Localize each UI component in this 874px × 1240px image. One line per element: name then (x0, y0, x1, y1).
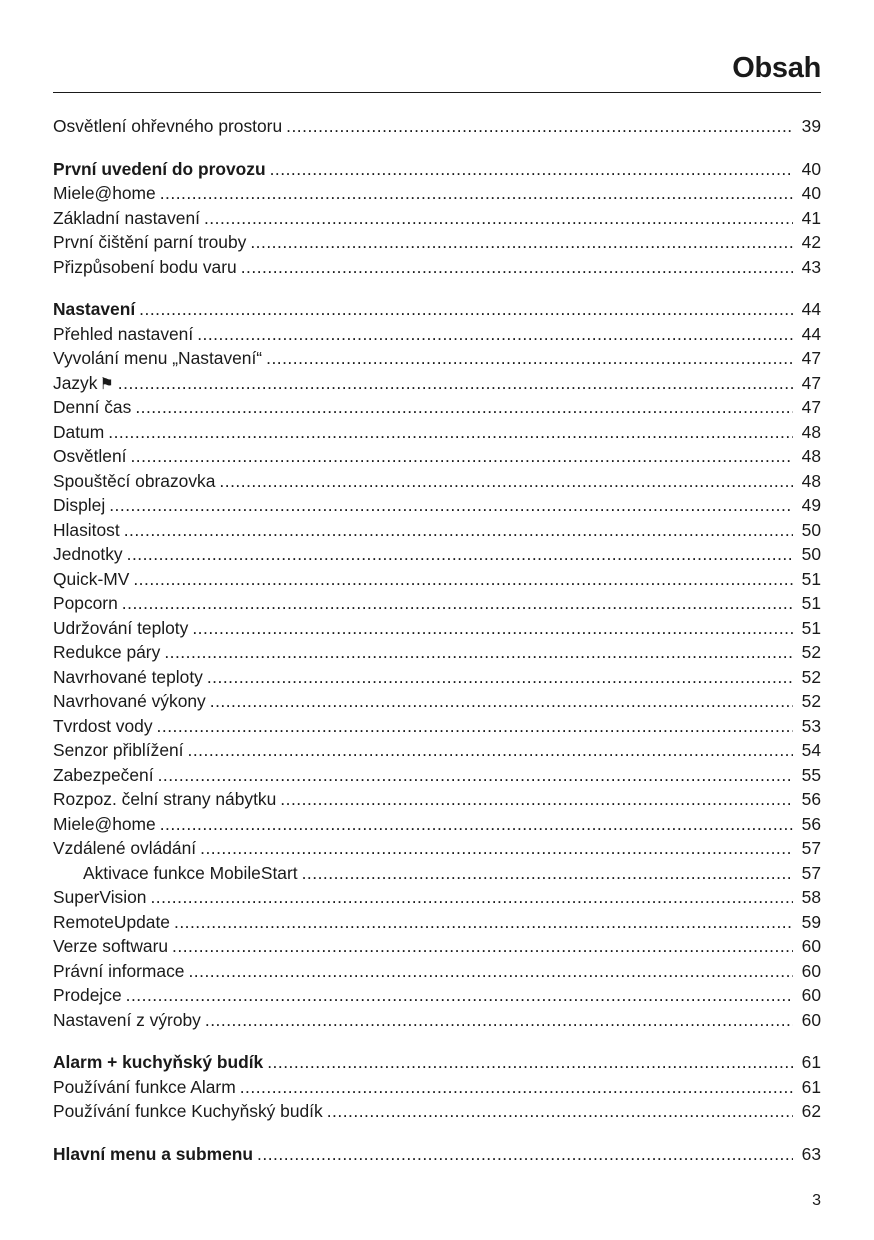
toc-page-number: 48 (801, 446, 821, 466)
toc-entry-text: SuperVision (53, 887, 147, 907)
toc-page-number: 44 (801, 299, 821, 319)
toc-page-number: 47 (801, 397, 821, 417)
toc-entry[interactable] (53, 114, 821, 139)
toc-entry[interactable] (53, 444, 821, 469)
toc-entry-text: Jazyk (53, 372, 98, 393)
toc-entry[interactable] (53, 959, 821, 984)
toc-page-number: 56 (801, 789, 821, 809)
toc-entry-text: Přizpůsobení bodu varu (53, 256, 237, 277)
toc-entry[interactable] (53, 934, 821, 959)
toc-page-number: 52 (801, 666, 821, 687)
toc-page-number: 51 (801, 617, 821, 638)
toc-entry-text: Osvětlení (53, 446, 127, 466)
toc-entry-label (53, 114, 282, 139)
toc-entry[interactable] (53, 812, 821, 837)
toc-entry-label (53, 395, 131, 420)
toc-entry-text: Používání funkce Alarm (53, 1076, 236, 1097)
toc-entry-label (53, 910, 170, 935)
dot-leader (207, 665, 793, 690)
toc-page-number: 55 (801, 764, 821, 785)
toc-entry[interactable] (53, 910, 821, 935)
toc-entry-text: Základní nastavení (53, 207, 200, 228)
toc-entry-text: Nastavení z výroby (53, 1009, 201, 1030)
toc-page-number: 63 (801, 1143, 821, 1164)
toc-entry-label (53, 206, 200, 231)
toc-page-number: 50 (801, 544, 821, 564)
toc-entry-label (53, 934, 168, 959)
dot-leader (135, 395, 793, 420)
toc-entry-text: Právní informace (53, 960, 185, 981)
toc-page-number: 56 (801, 813, 821, 834)
toc-entry-label (53, 885, 146, 910)
dot-leader (160, 812, 793, 837)
toc-entry[interactable] (53, 738, 821, 763)
toc-page-number: 40 (801, 183, 821, 203)
dot-leader (302, 861, 793, 886)
dot-leader (158, 763, 793, 788)
toc-page-number: 47 (801, 372, 821, 393)
toc-page-number: 47 (801, 348, 821, 368)
toc-entry-text: Miele@home (53, 813, 156, 834)
toc-entry[interactable] (53, 469, 821, 494)
toc-page-number: 60 (801, 936, 821, 956)
toc-entry-text: Zabezpečení (53, 764, 154, 785)
toc-entry-text: Jednotky (53, 544, 123, 564)
header-divider (53, 92, 821, 93)
toc-entry-text: Udržování teploty (53, 617, 189, 638)
toc-entry[interactable] (53, 665, 821, 690)
toc-entry-label (53, 346, 262, 371)
toc-entry-text: Používání funkce Kuchyňský budík (53, 1101, 323, 1121)
toc-entry-text: Popcorn (53, 593, 118, 613)
toc-entry-label (53, 1099, 323, 1124)
toc-entry-label (53, 297, 135, 322)
toc-entry-label (53, 591, 118, 616)
toc-page-number: 53 (801, 715, 821, 736)
toc-entry-label (53, 230, 246, 255)
dot-leader (257, 1142, 793, 1167)
toc-entry-text: Osvětlení ohřevného prostoru (53, 116, 283, 136)
toc-page-number: 42 (801, 232, 821, 252)
toc-entry[interactable] (53, 714, 821, 739)
dot-leader (205, 1008, 793, 1033)
toc-entry-label (53, 542, 123, 567)
toc-page-number: 51 (801, 593, 821, 613)
dot-leader (188, 959, 793, 984)
dot-leader (164, 640, 793, 665)
dot-leader (241, 255, 793, 280)
toc-page-number: 57 (801, 862, 821, 883)
dot-leader (127, 542, 793, 567)
toc-page-number: 50 (801, 519, 821, 540)
toc-entry[interactable] (53, 518, 821, 543)
toc-entry-label (53, 665, 203, 690)
toc-entry-text: Alarm + kuchyňský budík (53, 1052, 264, 1072)
toc-entry-text: Vyvolání menu „Nastavení“ (53, 348, 263, 368)
dot-leader (327, 1099, 793, 1124)
toc-section-heading[interactable] (53, 1142, 821, 1167)
toc-page-number: 62 (801, 1101, 821, 1121)
toc-entry[interactable] (53, 493, 821, 518)
toc-page-number: 51 (801, 568, 821, 589)
toc-entry[interactable] (53, 346, 821, 371)
toc-entry-text: Rozpoz. čelní strany nábytku (53, 789, 277, 809)
toc-entry-text: Denní čas (53, 397, 132, 417)
toc-section-heading[interactable] (53, 297, 821, 322)
toc-entry[interactable] (53, 836, 821, 861)
toc-entry-label (53, 959, 184, 984)
toc-entry-text: RemoteUpdate (53, 911, 170, 932)
toc-entry[interactable] (53, 395, 821, 420)
toc-page-number: 60 (801, 985, 821, 1005)
toc-entry-text: Miele@home (53, 183, 156, 203)
dot-leader (172, 934, 793, 959)
toc-entry-label (53, 1075, 236, 1100)
dot-leader (130, 444, 793, 469)
toc-entry[interactable] (53, 181, 821, 206)
dot-leader (219, 469, 793, 494)
toc-entry-label (53, 763, 154, 788)
toc-entry-text: První čištění parní trouby (53, 232, 247, 252)
toc-section-heading[interactable] (53, 157, 821, 182)
dot-leader (174, 910, 793, 935)
toc-page-number: 58 (801, 887, 821, 907)
toc-entry-text: Spouštěcí obrazovka (53, 470, 216, 491)
flag-icon: ⚑ (99, 375, 114, 393)
dot-leader (204, 206, 793, 231)
toc-page-number: 41 (801, 207, 821, 228)
dot-leader (122, 591, 793, 616)
dot-leader (124, 518, 793, 543)
toc-page-number: 52 (801, 642, 821, 662)
toc-entry[interactable] (53, 1075, 821, 1100)
toc-page-number: 40 (801, 158, 821, 179)
toc-entry[interactable] (53, 983, 821, 1008)
toc-entry-text: Verze softwaru (53, 936, 169, 956)
toc-entry-text: Hlasitost (53, 519, 120, 540)
toc-entry-label (53, 567, 129, 592)
toc-page-number: 52 (801, 691, 821, 711)
toc-page-number: 60 (801, 960, 821, 981)
toc-entry-text: Vzdálené ovládání (53, 838, 197, 858)
toc-page-number: 48 (801, 470, 821, 491)
toc-page-number: 48 (801, 421, 821, 442)
dot-leader (118, 371, 793, 396)
dot-leader (188, 738, 794, 763)
toc-entry-label (53, 493, 105, 518)
toc-entry-text: Quick-MV (53, 568, 130, 589)
dot-leader (133, 567, 793, 592)
toc-entry-label (53, 322, 193, 347)
toc-entry[interactable] (53, 689, 821, 714)
toc-entry-label (53, 812, 156, 837)
toc-entry-label (53, 738, 184, 763)
toc-page-number: 43 (801, 256, 821, 277)
toc-entry[interactable] (53, 763, 821, 788)
toc-entry-text: Nastavení (53, 299, 136, 319)
dot-leader (286, 114, 793, 139)
toc-entry[interactable] (53, 787, 821, 812)
dot-leader (270, 157, 793, 182)
toc-page-number: 59 (801, 911, 821, 932)
toc-entry-text: Senzor přiblížení (53, 740, 184, 760)
dot-leader (192, 616, 793, 641)
dot-leader (267, 1050, 793, 1075)
dot-leader (266, 346, 793, 371)
toc-entry-text: Hlavní menu a submenu (53, 1143, 254, 1164)
toc-page-number: 44 (801, 323, 821, 344)
toc-entry-text: Tvrdost vody (53, 715, 153, 736)
toc-entry[interactable] (53, 230, 821, 255)
toc-entry[interactable] (53, 616, 821, 641)
toc-entry-label (53, 1050, 263, 1075)
toc-entry[interactable] (53, 1008, 821, 1033)
dot-leader (139, 297, 793, 322)
toc-entry[interactable] (53, 206, 821, 231)
toc-entry[interactable] (53, 885, 821, 910)
toc-entry-label (53, 181, 156, 206)
toc-page-number: 57 (801, 838, 821, 858)
toc-entry-label (53, 861, 298, 886)
toc-entry-text: Přehled nastavení (53, 323, 194, 344)
toc-entry[interactable] (53, 420, 821, 445)
toc-entry-text: Aktivace funkce MobileStart (83, 862, 298, 883)
page-title: Obsah (732, 52, 821, 84)
dot-leader (157, 714, 793, 739)
toc-entry-label (53, 420, 104, 445)
toc-entry[interactable] (53, 861, 821, 886)
dot-leader (160, 181, 793, 206)
dot-leader (200, 836, 793, 861)
toc-entry[interactable] (53, 255, 821, 280)
toc-page-number: 61 (801, 1076, 821, 1097)
dot-leader (197, 322, 793, 347)
dot-leader (109, 493, 793, 518)
toc-entry-text: Datum (53, 421, 105, 442)
toc-entry-text: Navrhované výkony (53, 691, 206, 711)
toc-entry-label (53, 640, 160, 665)
table-of-contents (53, 114, 821, 1166)
toc-entry-label (53, 689, 206, 714)
dot-leader (210, 689, 793, 714)
dot-leader (250, 230, 793, 255)
toc-entry[interactable] (53, 322, 821, 347)
dot-leader (126, 983, 793, 1008)
toc-page-number: 61 (801, 1052, 821, 1072)
toc-entry[interactable] (53, 640, 821, 665)
toc-entry-label (53, 1008, 201, 1033)
toc-entry-text: Navrhované teploty (53, 666, 203, 687)
toc-entry-text: Prodejce (53, 985, 122, 1005)
toc-page-number: 39 (801, 116, 821, 136)
toc-page-number: 49 (801, 495, 821, 515)
toc-entry-label (53, 836, 196, 861)
toc-entry-label (53, 714, 153, 739)
toc-entry[interactable] (53, 567, 821, 592)
toc-entry-label (53, 255, 237, 280)
toc-entry[interactable] (53, 591, 821, 616)
dot-leader (150, 885, 793, 910)
toc-entry-text: Redukce páry (53, 642, 161, 662)
toc-entry-label (53, 444, 126, 469)
toc-entry-label (53, 1142, 253, 1167)
toc-page-number: 60 (801, 1009, 821, 1030)
toc-entry-text: Displej (53, 495, 106, 515)
toc-entry-label (53, 983, 122, 1008)
toc-entry-label (53, 787, 276, 812)
toc-entry-label (53, 518, 120, 543)
toc-entry[interactable] (53, 371, 821, 396)
page-number: 3 (812, 1192, 821, 1209)
toc-entry-label (53, 371, 114, 396)
toc-section-heading[interactable] (53, 1050, 821, 1075)
dot-leader (108, 420, 793, 445)
toc-entry-label (53, 469, 215, 494)
toc-entry[interactable] (53, 1099, 821, 1124)
toc-page-number: 54 (801, 740, 821, 760)
toc-entry[interactable] (53, 542, 821, 567)
dot-leader (240, 1075, 793, 1100)
toc-entry-text: První uvedení do provozu (53, 158, 266, 179)
toc-entry-label (53, 616, 188, 641)
toc-entry-label (53, 157, 266, 182)
dot-leader (280, 787, 793, 812)
